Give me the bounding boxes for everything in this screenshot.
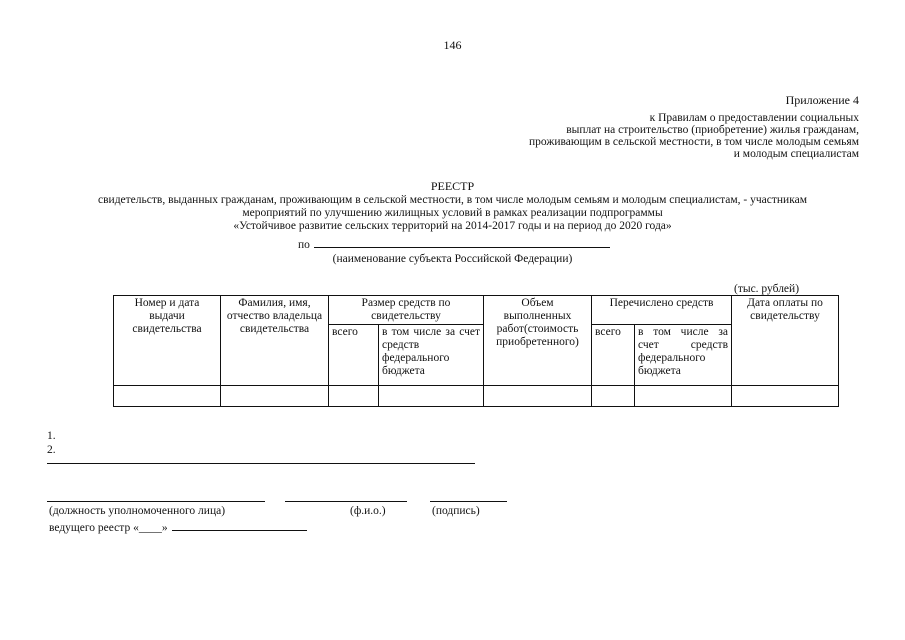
- appendix-label: Приложение 4: [785, 93, 859, 107]
- rules-line: проживающим в сельской местности, в том числе молодым семьям: [529, 136, 859, 148]
- table-cell[interactable]: [329, 386, 379, 407]
- units-label: (тыс. рублей): [734, 283, 800, 295]
- signature-blank-line[interactable]: [430, 501, 507, 502]
- registry-keeper-field: [49, 520, 307, 534]
- list-item: 1.: [47, 430, 56, 442]
- table-cell[interactable]: [114, 386, 221, 407]
- table-header-row: [114, 296, 839, 325]
- header-amount: Размер средств по свидетельству: [329, 296, 484, 325]
- table-cell[interactable]: [635, 386, 732, 407]
- table-cell[interactable]: [592, 386, 635, 407]
- divider-line: [47, 463, 475, 464]
- table-row: [114, 386, 839, 407]
- header-transferred: Перечислено средств: [592, 296, 732, 325]
- registry-table: [113, 295, 839, 407]
- header-number-date: Номер и дата выдачи свидетельства: [114, 296, 221, 386]
- fio-blank-line[interactable]: [285, 501, 407, 502]
- subtitle-line: мероприятий по улучшению жилищных условий в рамках реализации подпрограммы: [242, 207, 663, 219]
- document-subtitle: [0, 194, 905, 233]
- position-blank-line[interactable]: [47, 501, 265, 502]
- list-item: 2.: [47, 444, 56, 456]
- header-transferred-federal: в том числе за счет средств федерального бюджета: [635, 325, 732, 386]
- header-amount-federal: в том числе за счет средств федерального бюджета: [379, 325, 484, 386]
- document-title: РЕЕСТР: [430, 179, 475, 193]
- table-cell[interactable]: [379, 386, 484, 407]
- header-transferred-total: всего: [592, 325, 635, 386]
- table-cell[interactable]: [732, 386, 839, 407]
- signature-caption: (подпись): [432, 505, 480, 517]
- fio-caption: (ф.и.о.): [350, 505, 386, 517]
- header-payment-date: Дата оплаты по свидетельству: [732, 296, 839, 386]
- rules-line: выплат на строительство (приобретение) жилья гражданам,: [566, 124, 859, 136]
- table-cell[interactable]: [221, 386, 329, 407]
- rules-reference: [529, 112, 859, 160]
- position-caption: (должность уполномоченного лица): [49, 505, 226, 517]
- registry-keeper-label: ведущего реестр «____»: [49, 522, 168, 534]
- subtitle-line: «Устойчивое развитие сельских территорий на 2014-2017 годы и на период до 2020 года»: [233, 220, 672, 232]
- rules-line: и молодым специалистам: [733, 148, 859, 160]
- region-field: [298, 237, 610, 251]
- region-field-label: по: [298, 239, 310, 251]
- table-cell[interactable]: [484, 386, 592, 407]
- subtitle-line: свидетельств, выданных гражданам, проживающим в сельской местности, в том числе молодым семьям и молодым специалистам, - участникам: [98, 194, 807, 206]
- header-amount-total: всего: [329, 325, 379, 386]
- region-caption: (наименование субъекта Российской Федерации): [332, 253, 573, 265]
- header-fio: Фамилия, имя, отчество владельца свидетельства: [221, 296, 329, 386]
- page-number: 146: [443, 38, 462, 52]
- rules-line: к Правилам о предоставлении социальных: [649, 112, 859, 124]
- header-volume: Объем выполненных работ(стоимость приобретенного): [484, 296, 592, 386]
- region-blank-line[interactable]: [314, 237, 610, 248]
- registry-keeper-blank-line[interactable]: [172, 520, 307, 531]
